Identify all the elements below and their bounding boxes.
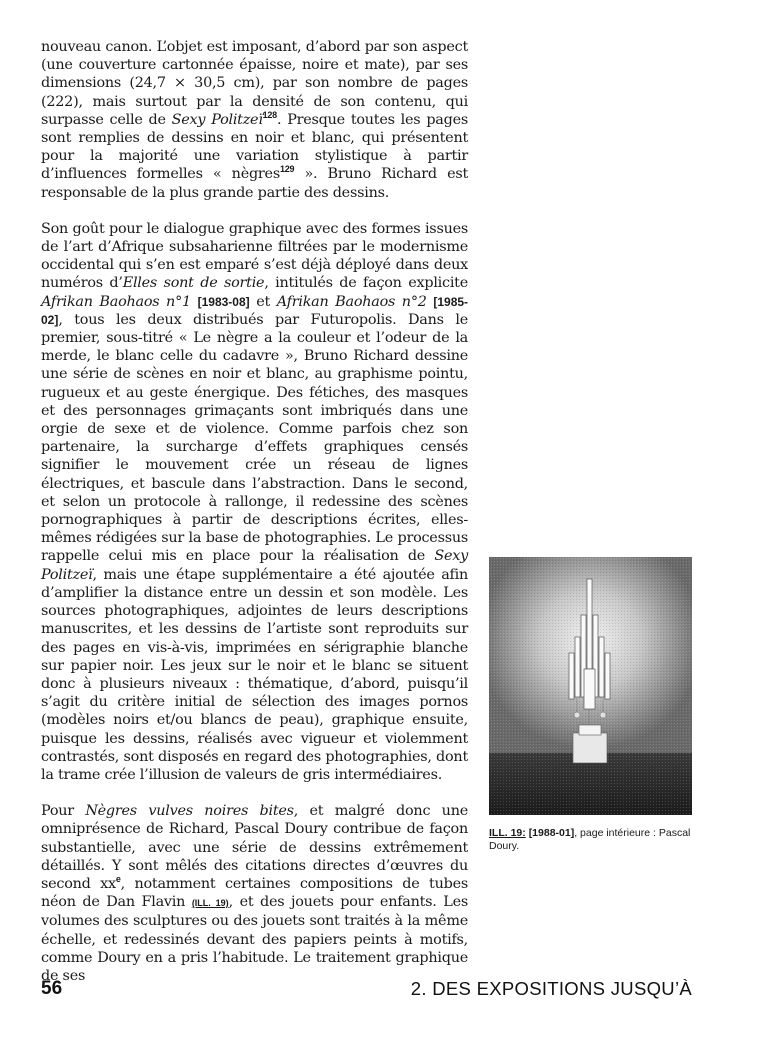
text: nouveau canon. L’objet est imposant, d’abord par son aspect (une couverture cartonnée épaisse, noire et mate), par ses dimensions (24,7 × 30,5 cm), par son nombre de pages (222), mais surtout par la densité de son contenu, qui surpasse celle de bbox=[41, 39, 468, 128]
work-title: Sexy Politzeï bbox=[41, 548, 468, 583]
caption-label: ILL. 19: bbox=[489, 827, 526, 839]
running-title: 2. DES EXPOSITIONS JUSQU’À bbox=[410, 978, 692, 999]
superscript: e bbox=[115, 874, 121, 885]
footnote-ref: 128 bbox=[262, 110, 277, 121]
text: et bbox=[249, 293, 277, 310]
text: , intitulés de façon explicite bbox=[264, 275, 468, 292]
caption-text: , page intérieure : Pascal Doury. bbox=[489, 827, 691, 852]
text: . Presque toutes les pages sont remplies de dessins en noir et blanc, qui présentent pour la majorité une variation stylistique à partir d’influences formelles « nègres bbox=[41, 111, 468, 183]
work-title: Elles sont de sortie bbox=[122, 275, 265, 292]
paragraph-2 bbox=[41, 220, 468, 784]
text: , tous les deux distribués par Futuropolis. Dans le premier, sous-titré « Le nègre a la couleur et l’odeur de la merde, le blanc celle du cadavre », Bruno Richard dessine une série de scènes en noir et blanc, au graphisme pointu, rugueux et au geste énergique. Des fétiches, des masques et des personnages grimaçants sont imbriqués dans une orgie de sexe et de violence. Comme parfois chez son partenaire, la surcharge d’effets graphiques censés signifier le mouvement crée un réseau de lignes électriques, et bascule dans l’abstraction. Dans le second, et selon un protocole à rallonge, il redessine des scènes pornographiques à partir de descriptions écrites, elles-mêmes rédigées sur la base de photographies. Le processus rappelle celui mis en place pour la réalisation de bbox=[41, 311, 468, 565]
text: , et des jouets pour enfants. Les volumes des sculptures ou des jouets sont traités à la même échelle, et redessinés devant des papiers peints à motifs, comme Doury en a pris l’habitude. Le traitement graphique de ses bbox=[41, 894, 468, 984]
text: Pour bbox=[41, 803, 86, 820]
paragraph-1 bbox=[41, 38, 468, 202]
figure-caption bbox=[489, 827, 699, 853]
catalogue-ref: [1985-02] bbox=[41, 294, 469, 327]
work-title: Sexy Politzeï bbox=[171, 111, 263, 128]
text: Son goût pour le dialogue graphique avec des formes issues de l’art d’Afrique subsaharienne filtrées par le modernisme occidental qui s’en est emparé s’est déjà déployé dans deux numéros d’ bbox=[41, 220, 468, 292]
neon-sculpture-drawing bbox=[489, 557, 692, 815]
main-text-column bbox=[41, 38, 468, 1003]
work-title: Afrikan Baohaos n°1 bbox=[41, 293, 191, 310]
work-title: Afrikan Baohaos n°2 bbox=[276, 293, 427, 310]
work-title: Nègres vulves noires bites bbox=[85, 803, 294, 820]
text: , et malgré donc une omniprésence de Richard, Pascal Doury contribue de façon substantielle, avec une série de dessins extrêmement détaillés. Y sont mêlés des citations directes d’œuvres du second xx bbox=[41, 803, 468, 892]
page-number: 56 bbox=[41, 978, 63, 999]
footnote-ref: 129 bbox=[279, 164, 295, 175]
text: ». Bruno Richard est responsable de la plus grande partie des dessins. bbox=[41, 166, 469, 201]
caption-code: [1988-01] bbox=[528, 827, 575, 839]
catalogue-ref: [1983-08] bbox=[197, 294, 250, 309]
paragraph-3 bbox=[41, 802, 468, 985]
illustration-ref: (ILL. 19) bbox=[191, 898, 229, 909]
illustration-image bbox=[489, 557, 692, 815]
text: , mais une étape supplémentaire a été ajoutée afin d’amplifier la distance entre un dessin et son modèle. Les sources photographiques, adjointes de leurs descriptions manuscrites, et les dessins de l’artiste sont reproduits sur des pages en vis-à-vis, imprimées en sérigraphie blanche sur papier noir. Les jeux sur le noir et le blanc se situent donc à plusieurs niveaux : thématique, d’abord, puisqu’il s’agit du critère initial de sélection des images pornos (modèles noirs et/ou blancs de peau), graphique ensuite, puisque les dessins, réalisés avec vigueur et violemment contrastés, sont disposés en regard des photographies, dont la trame crée l’illusion de valeurs de gris intermédiaires. bbox=[41, 566, 468, 783]
text: , notamment certaines compositions de tubes néon de Dan Flavin bbox=[41, 875, 468, 911]
